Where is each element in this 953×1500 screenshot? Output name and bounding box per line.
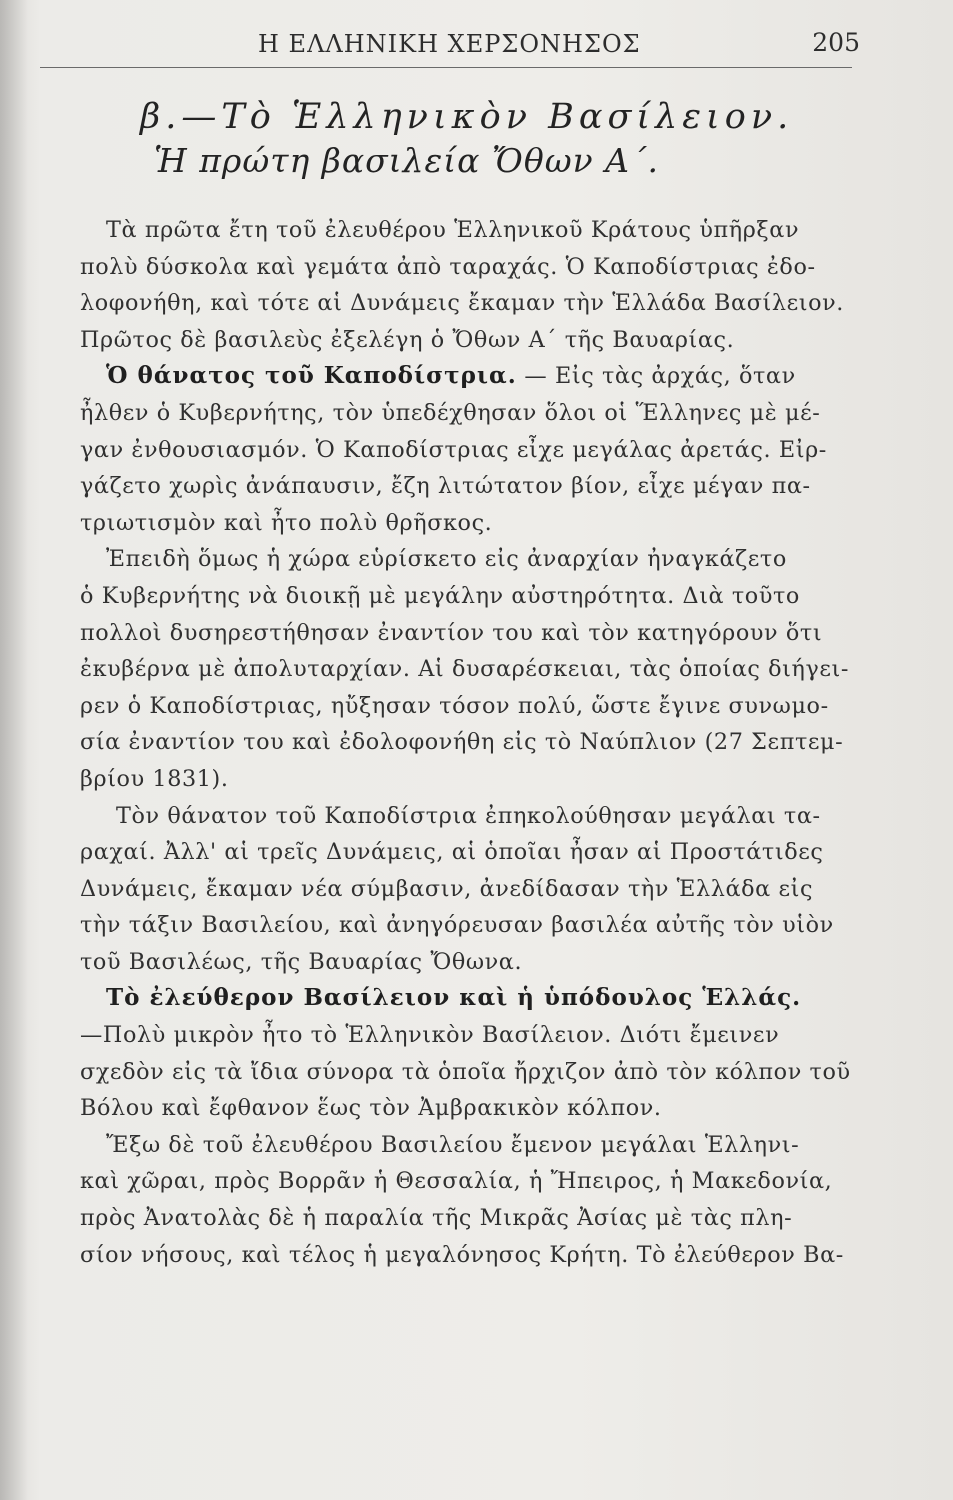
text-line-content: Δυνάμεις, ἔκαμαν νέα σύμβασιν, ἀνεδίδασαν τὴν Ἑλλάδα εἰς [80, 875, 814, 902]
text-line [80, 249, 850, 286]
text-line [80, 615, 850, 652]
text-line [80, 1090, 850, 1127]
text-line-content: πρὸς Ἀνατολὰς δὲ ἡ παραλία τῆς Μικρᾶς Ἀσίας μὲ τὰς πλη- [80, 1205, 793, 1232]
bold-subheading: Τὸ ἐλεύθερον Βασίλειον καὶ ἡ ὑπόδουλος Ἑλλάς. [106, 984, 802, 1012]
text-line-content: σία ἐναντίον του καὶ ἐδολοφονήθη εἰς τὸ Ναύπλιον (27 Σεπτεμ- [80, 729, 844, 756]
text-line-content: γαν ἐνθουσιασμόν. Ὁ Καποδίστριας εἶχε μεγάλας ἀρετάς. Εἰρ- [80, 436, 827, 463]
text-line [80, 395, 850, 432]
text-line [80, 541, 850, 578]
text-line [80, 212, 850, 249]
running-title: Η ΕΛΛΗΝΙΚΗ ΧΕΡΣΟΝΗΣΟΣ [258, 30, 641, 58]
text-line-content: καὶ χῶραι, πρὸς Βορρᾶν ἡ Θεσσαλία, ἡ Ἤπειρος, ἡ Μακεδονία, [80, 1168, 833, 1195]
text-line [80, 1017, 850, 1054]
text-line [80, 578, 850, 615]
text-line-content: πολλοὶ δυσηρεστήθησαν ἐναντίον του καὶ τὸν κατηγόρουν ὅτι [80, 619, 823, 646]
text-line [80, 944, 850, 981]
text-line-content: σίον νήσους, καὶ τέλος ἡ μεγαλόνησος Κρήτη. Τὸ ἐλεύθερον Βα- [80, 1241, 844, 1268]
text-line-content: Τὸν θάνατον τοῦ Καποδίστρια ἐπηκολούθησαν μεγάλαι τα- [116, 802, 821, 829]
header-rule [40, 67, 852, 68]
text-line [80, 798, 850, 835]
bold-subheading: Ὁ θάνατος τοῦ Καποδίστρια. [106, 362, 517, 390]
text-line-content: τοῦ Βασιλέως, τῆς Βαυαρίας Ὄθωνα. [80, 948, 523, 975]
text-line [80, 432, 850, 469]
text-line-content: ἐκυβέρνα μὲ ἀπολυταρχίαν. Αἱ δυσαρέσκειαι, τὰς ὁποίας διήγει- [80, 656, 849, 683]
text-line [80, 724, 850, 761]
page-gutter-shadow [0, 0, 28, 1500]
text-line-content: σχεδὸν εἰς τὰ ἴδια σύνορα τὰ ὁποῖα ἤρχιζον ἀπὸ τὸν κόλπον τοῦ [80, 1058, 851, 1085]
text-line [80, 1163, 850, 1200]
chapter-heading-line-1: β.—Τὸ Ἑλληνικὸν Βασίλειον. [140, 97, 794, 137]
body-text [80, 212, 850, 1273]
text-line [80, 285, 850, 322]
text-line [80, 980, 850, 1017]
text-line-content: βρίου 1831). [80, 765, 229, 792]
text-line-content: γάζετο χωρὶς ἀνάπαυσιν, ἔζη λιτώτατον βίον, εἶχε μέγαν πα- [80, 473, 811, 500]
text-line-content: ρεν ὁ Καποδίστριας, ηὔξησαν τόσον πολύ, ὥστε ἔγινε συνωμο- [80, 692, 829, 719]
text-line [80, 358, 850, 395]
chapter-heading [140, 95, 840, 183]
text-line-content: λοφονήθη, καὶ τότε αἱ Δυνάμεις ἔκαμαν τὴν Ἑλλάδα Βασίλειον. [80, 290, 844, 317]
page-number: 205 [812, 28, 860, 57]
text-line [80, 1200, 850, 1237]
text-line-content: τριωτισμὸν καὶ ἦτο πολὺ θρῆσκος. [80, 509, 493, 536]
text-line [80, 761, 850, 798]
text-line-content: πολὺ δύσκολα καὶ γεμάτα ἀπὸ ταραχάς. Ὁ Καποδίστριας ἐδο- [80, 253, 816, 280]
text-line-content: — Εἰς τὰς ἀρχάς, ὅταν [516, 363, 796, 390]
text-line-content: Ἔξω δὲ τοῦ ἐλευθέρου Βασιλείου ἔμενον μεγάλαι Ἑλληνι- [106, 1131, 800, 1158]
text-line [80, 1237, 850, 1274]
text-line [80, 322, 850, 359]
text-line-content: ραχαί. Ἀλλ' αἱ τρεῖς Δυνάμεις, αἱ ὁποῖαι ἦσαν αἱ Προστάτιδες [80, 839, 824, 866]
text-line-content: Τὰ πρῶτα ἔτη τοῦ ἐλευθέρου Ἑλληνικοῦ Κράτους ὑπῆρξαν [106, 217, 800, 243]
text-line [80, 505, 850, 542]
text-line [80, 1054, 850, 1091]
chapter-heading-line-2: Ἡ πρώτη βασιλεία Ὄθων Α΄. [154, 141, 659, 180]
text-line [80, 834, 850, 871]
text-line-content: Βόλου καὶ ἔφθανον ἕως τὸν Ἀμβρακικὸν κόλπον. [80, 1095, 662, 1122]
text-line [80, 1127, 850, 1164]
text-line-content: ὁ Κυβερνήτης νὰ διοικῇ μὲ μεγάλην αὐστηρότητα. Διὰ τοῦτο [80, 582, 800, 609]
text-line [80, 871, 850, 908]
text-line-content: —Πολὺ μικρὸν ἦτο τὸ Ἑλληνικὸν Βασίλειον. Διότι ἔμεινεν [80, 1022, 780, 1049]
text-line [80, 907, 850, 944]
text-line-content: Πρῶτος δὲ βασιλεὺς ἐξελέγη ὁ Ὄθων Α΄ τῆς Βαυαρίας. [80, 326, 735, 353]
text-line-content: Ἐπειδὴ ὅμως ἡ χώρα εὑρίσκετο εἰς ἀναρχίαν ἠναγκάζετο [106, 546, 787, 573]
running-head [70, 18, 860, 66]
text-line [80, 468, 850, 505]
text-line [80, 688, 850, 725]
text-line [80, 651, 850, 688]
text-line-content: τὴν τάξιν Βασιλείου, καὶ ἀνηγόρευσαν βασιλέα αὐτῆς τὸν υἱὸν [80, 912, 834, 939]
text-line-content: ἦλθεν ὁ Κυβερνήτης, τὸν ὑπεδέχθησαν ὅλοι οἱ Ἕλληνες μὲ μέ- [80, 399, 821, 426]
